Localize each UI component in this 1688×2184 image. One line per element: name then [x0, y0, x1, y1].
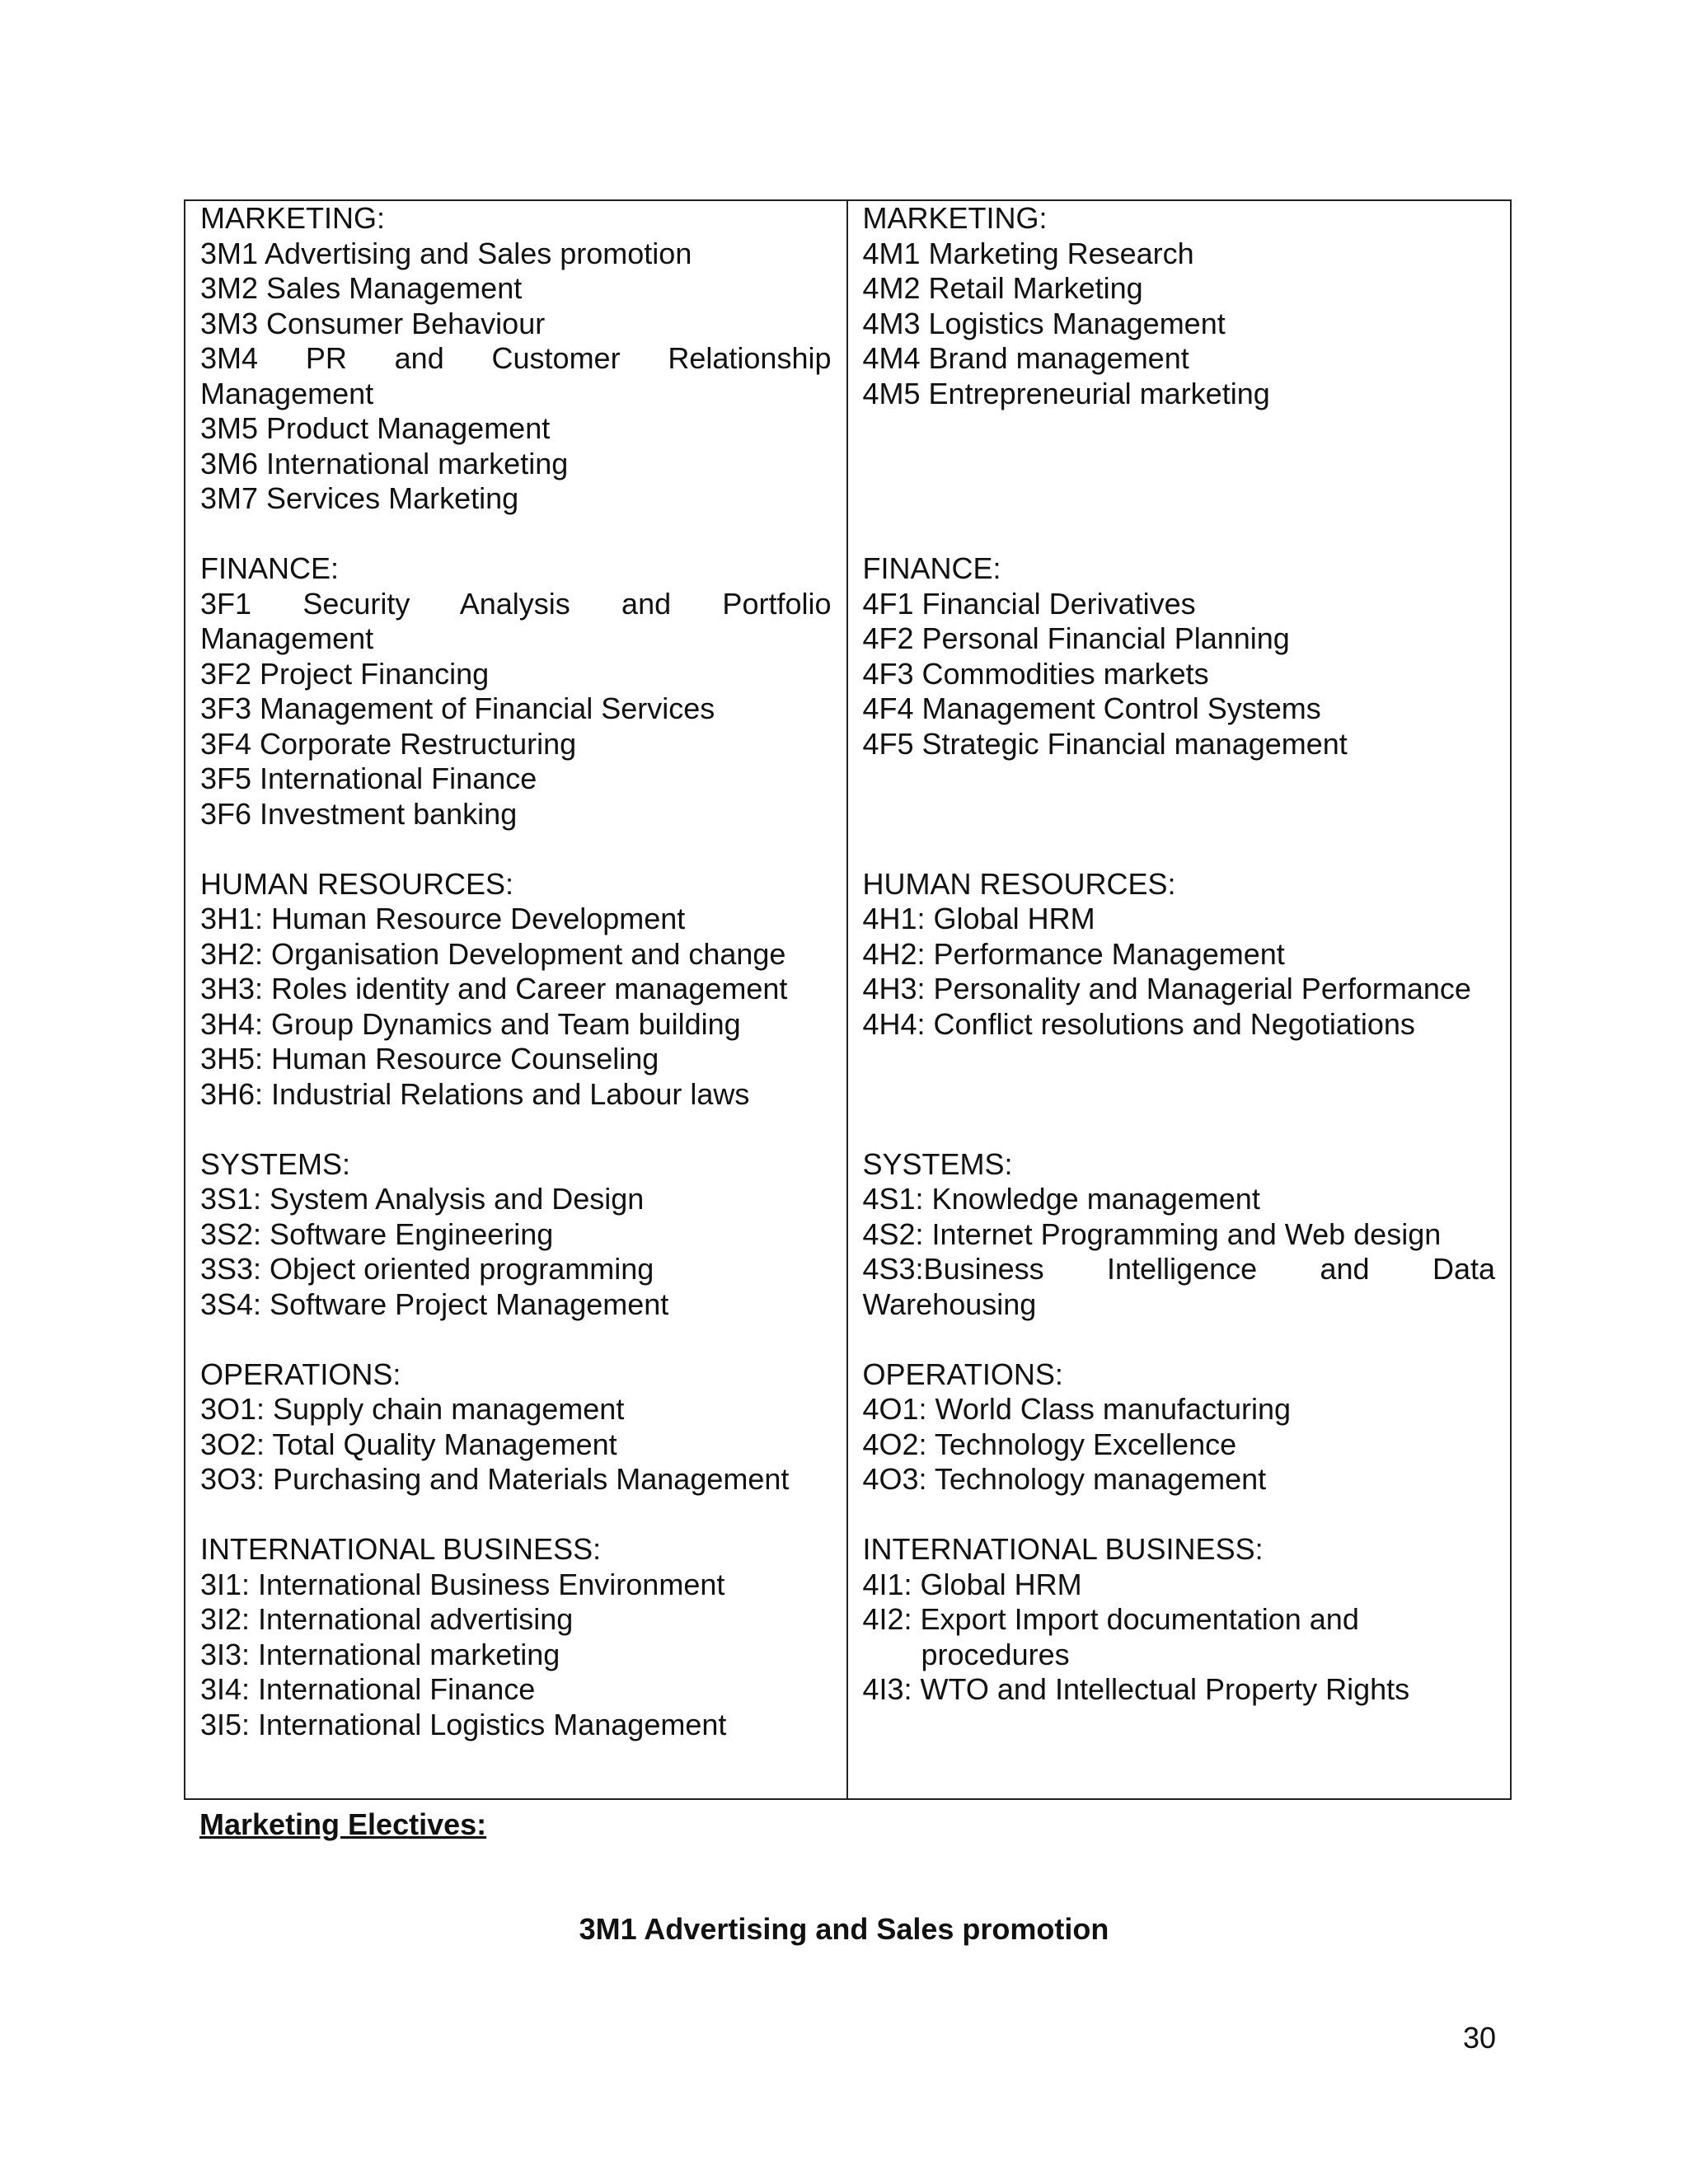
course-item: 3M3 Consumer Behaviour	[200, 306, 546, 340]
course-item: 4O1: World Class manufacturing	[862, 1392, 1292, 1426]
course-item: 4H2: Performance Management	[862, 936, 1285, 971]
spacer-line	[863, 762, 1496, 797]
course-item: 3F5 International Finance	[200, 762, 537, 795]
section-systems-4	[863, 1147, 1496, 1323]
course-item: 3H4: Group Dynamics and Team building	[200, 1006, 741, 1041]
course-item: 3H1: Human Resource Development	[200, 902, 686, 935]
course-item: 3I5: International Logistics Management	[200, 1707, 727, 1741]
course-item: 3S2: Software Engineering	[200, 1216, 554, 1251]
semester-4-column	[848, 201, 1511, 1798]
course-item: 4M3 Logistics Management	[862, 306, 1226, 340]
spacer-line	[863, 411, 1496, 447]
section-heading: OPERATIONS:	[862, 1357, 1063, 1391]
course-item: 4F5 Strategic Financial management	[862, 726, 1348, 761]
course-item: 3M6 International marketing	[200, 446, 569, 480]
course-item: 3M5 Product Management	[200, 411, 551, 445]
spacer-line	[863, 1042, 1496, 1077]
section-heading: MARKETING:	[862, 201, 1048, 235]
course-item: 4M4 Brand management	[862, 341, 1189, 375]
section-marketing-4	[863, 201, 1496, 517]
section-heading: MARKETING:	[200, 201, 386, 235]
course-item: 3F3 Management of Financial Services	[200, 691, 715, 725]
page-number: 30	[1462, 2021, 1496, 2055]
course-item: 3S1: System Analysis and Design	[200, 1182, 645, 1216]
course-item: 3H6: Industrial Relations and Labour laws	[200, 1076, 750, 1111]
course-item: 3M7 Services Marketing	[200, 481, 519, 515]
course-item: 3I4: International Finance	[200, 1672, 536, 1706]
spacer-line	[863, 481, 1496, 517]
course-item: 3S3: Object oriented programming	[200, 1252, 654, 1286]
electives-table	[184, 199, 1512, 1800]
section-heading: SYSTEMS:	[200, 1146, 351, 1181]
section-human-resources-4	[863, 867, 1496, 1113]
course-item: 3I3: International marketing	[200, 1637, 560, 1671]
course-item: 4H4: Conflict resolutions and Negotiations	[862, 1006, 1415, 1041]
course-item: 4F1 Financial Derivatives	[862, 586, 1196, 621]
course-item: 4S2: Internet Programming and Web design	[862, 1216, 1442, 1251]
section-international-business-3	[200, 1532, 832, 1742]
course-item: 3M4 PR and Customer Relationship Management	[200, 341, 832, 410]
course-item: 3S4: Software Project Management	[200, 1286, 669, 1321]
course-item: 3F2 Project Financing	[200, 656, 490, 691]
spacer-line	[863, 1077, 1496, 1113]
spacer-line	[863, 447, 1496, 482]
course-item: 3O2: Total Quality Management	[200, 1427, 617, 1461]
course-item: 3O1: Supply chain management	[200, 1392, 625, 1426]
course-item: 3O3: Purchasing and Materials Management	[200, 1462, 790, 1496]
course-item: 4O2: Technology Excellence	[862, 1427, 1237, 1461]
course-item: 4H1: Global HRM	[862, 902, 1095, 935]
course-item: 3M1 Advertising and Sales promotion	[200, 236, 692, 270]
section-international-business-4	[863, 1532, 1496, 1708]
section-finance-4	[863, 551, 1496, 832]
marketing-electives-heading: Marketing Electives:	[199, 1807, 487, 1841]
section-marketing-3	[200, 201, 832, 517]
course-item: 4F3 Commodities markets	[862, 656, 1209, 691]
course-item: 3F4 Corporate Restructuring	[200, 726, 577, 761]
section-heading: SYSTEMS:	[862, 1146, 1013, 1181]
course-item: 4M5 Entrepreneurial marketing	[862, 376, 1270, 410]
course-item: 3M2 Sales Management	[200, 271, 523, 305]
course-item: 4S1: Knowledge management	[862, 1182, 1260, 1216]
course-item: 4I2: Export Import documentation and procedures	[862, 1602, 1359, 1671]
course-title-heading: 3M1 Advertising and Sales promotion	[579, 1912, 1109, 1946]
course-item: 4O3: Technology management	[862, 1462, 1267, 1496]
section-human-resources-3	[200, 867, 832, 1113]
course-item: 4F2 Personal Financial Planning	[862, 621, 1290, 655]
section-heading: FINANCE:	[200, 551, 340, 585]
course-item: 3H5: Human Resource Counseling	[200, 1042, 659, 1076]
course-item: 3F1 Security Analysis and Portfolio Management	[200, 586, 832, 655]
section-heading: FINANCE:	[862, 551, 1001, 585]
course-item: 4F4 Management Control Systems	[862, 691, 1321, 725]
course-item: 4I1: Global HRM	[862, 1567, 1082, 1601]
course-item: 3I1: International Business Environment	[200, 1567, 725, 1601]
section-heading: INTERNATIONAL BUSINESS:	[862, 1532, 1264, 1566]
semester-3-column	[185, 201, 848, 1798]
course-item: 3H3: Roles identity and Career management	[200, 972, 788, 1005]
course-item: 4M1 Marketing Research	[862, 236, 1194, 270]
course-item: 4S3:Business Intelligence and Data Warehousing	[862, 1252, 1495, 1321]
course-item: 3H2: Organisation Development and change	[200, 936, 786, 971]
spacer-line	[863, 797, 1496, 832]
course-item: 4M2 Retail Marketing	[862, 271, 1143, 305]
section-heading: INTERNATIONAL BUSINESS:	[200, 1532, 602, 1566]
section-heading: OPERATIONS:	[200, 1357, 401, 1391]
section-heading: HUMAN RESOURCES:	[862, 866, 1176, 901]
section-systems-3	[200, 1147, 832, 1323]
section-finance-3	[200, 551, 832, 832]
section-operations-3	[200, 1357, 832, 1497]
course-item: 3I2: International advertising	[200, 1602, 574, 1636]
course-item: 3F6 Investment banking	[200, 796, 518, 831]
course-item: 4H3: Personality and Managerial Performance	[862, 972, 1471, 1005]
section-operations-4	[863, 1357, 1496, 1497]
course-item: 4I3: WTO and Intellectual Property Rights	[862, 1672, 1410, 1706]
section-heading: HUMAN RESOURCES:	[200, 866, 514, 901]
